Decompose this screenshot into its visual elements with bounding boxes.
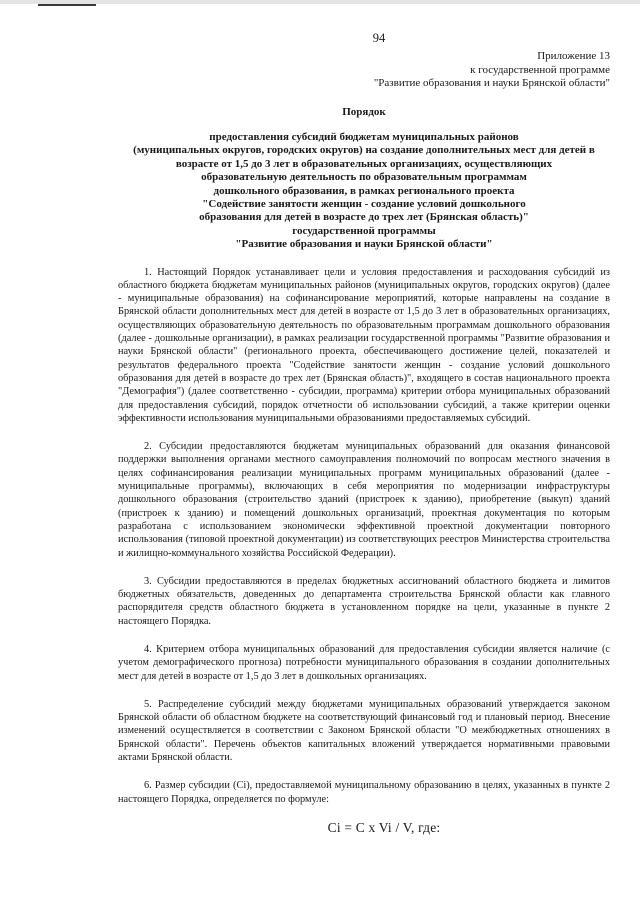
paragraph-3: 3. Субсидии предоставляются в пределах бюджетных ассигнований областного бюджета и лимитов бюджетных обязательств, доведенных до департамента строительства Брянской области как главного распорядителя средств областного бюджета в установленном порядке на цели, указанные в пункте 2 настоящего Порядка. — [118, 575, 610, 627]
scan-edge — [0, 0, 640, 4]
page-number: 94 — [372, 31, 386, 45]
paragraph-1: 1. Настоящий Порядок устанавливает цели и условия предоставления и расходования субсидий из областного бюджета бюджетам муниципальных районов (муниципальных округов, городских округов) (далее - муниципальные образования) на софинансирование мероприятий, которые направлены на создание в Брянской области дополнительных мест для детей в возрасте от 1,5 до 3 лет в образовательных организациях, осуществляющих образовательную деятельность по образовательным программам дошкольного образования (далее - дошкольные организации), в рамках реализации государственной программы "Развитие образования и науки Брянской области" (регионального проекта, обеспечивающего достижение целей, показателей и результатов федерального проекта "Содействие занятости женщин - создание условий дошкольного образования для детей в возрасте до трех лет (Брянская область)", входящего в состав национального проекта "Демография") (далее соответственно - субсидии, программа) критерии отбора муниципальных образований для предоставления субсидий, порядок отчетности об использовании субсидий, а также критерии оценки эффективности использования муниципальными образованиями предоставляемых субсидий. — [118, 266, 610, 424]
title-line: "Содействие занятости женщин - создание условий дошкольного — [202, 197, 526, 210]
appendix-line-1: Приложение 13 — [537, 50, 610, 62]
title-line: возрасте от 1,5 до 3 лет в образовательных организациях, осуществляющих — [175, 157, 553, 170]
title-heading: Порядок — [342, 105, 386, 118]
scan-artifact-line — [38, 4, 96, 6]
document-body — [118, 266, 610, 835]
title-line: "Развитие образования и науки Брянской области" — [235, 238, 493, 251]
title-line: государственной программы — [292, 224, 436, 237]
title-line: образования для детей в возрасте до трех лет (Брянская область)" — [199, 211, 529, 224]
title-line: образовательную деятельность по образовательным программам — [201, 171, 527, 184]
appendix-header — [118, 50, 610, 91]
title-line: предоставления субсидий бюджетам муниципальных районов — [209, 130, 519, 143]
title-line: дошкольного образования, в рамках регионального проекта — [213, 184, 515, 197]
title-line: (муниципальных округов, городских округов) на создание дополнительных мест для детей в — [133, 144, 595, 157]
appendix-line-3: "Развитие образования и науки Брянской области" — [373, 77, 610, 89]
paragraph-4: 4. Критерием отбора муниципальных образований для предоставления субсидии является наличие (с учетом демографического прогноза) потребности муниципального образования в создании дополнительных мест для детей в возрасте от 1,5 до 3 лет в дошкольных организациях. — [118, 643, 610, 682]
paragraph-6: 6. Размер субсидии (Ci), предоставляемой муниципальному образованию в целях, указанных в пункте 2 настоящего Порядка, определяется по формуле: — [118, 780, 610, 805]
appendix-line-2: к государственной программе — [470, 63, 610, 76]
paragraph-2: 2. Субсидии предоставляются бюджетам муниципальных образований для оказания финансовой поддержки выполнения органами местного самоуправления полномочий по вопросам местного значения в целях софинансирования реализации муниципальных программ муниципальных образований (далее - муниципальные программы), включающих в себя мероприятия по модернизации инфраструктуры дошкольного образования (строительство зданий (пристроек к зданию), приобретение (выкуп) зданий (пристроек к зданию) и помещений дошкольных организаций, проектная документация по которым разработана с использованием экономически эффективной проектной документации повторного использования (типовой проектной документации) из соответствующих реестров Министерства строительства и жилищно-коммунального хозяйства Российской Федерации). — [118, 441, 610, 559]
paragraph-5: 5. Распределение субсидий между бюджетами муниципальных образований утверждается законом Брянской области об областном бюджете на соответствующий финансовый год и плановый период. Внесение изменений осуществляется в соответствии с Законом Брянской области "О межбюджетных отношениях в Брянской области". Перечень объектов капитальных вложений утверждается нормативными правовыми актами Брянской области. — [118, 698, 610, 764]
document-title — [118, 106, 610, 252]
formula: Ci = C x Vi / V, где: — [327, 819, 441, 835]
document-page — [118, 30, 610, 834]
